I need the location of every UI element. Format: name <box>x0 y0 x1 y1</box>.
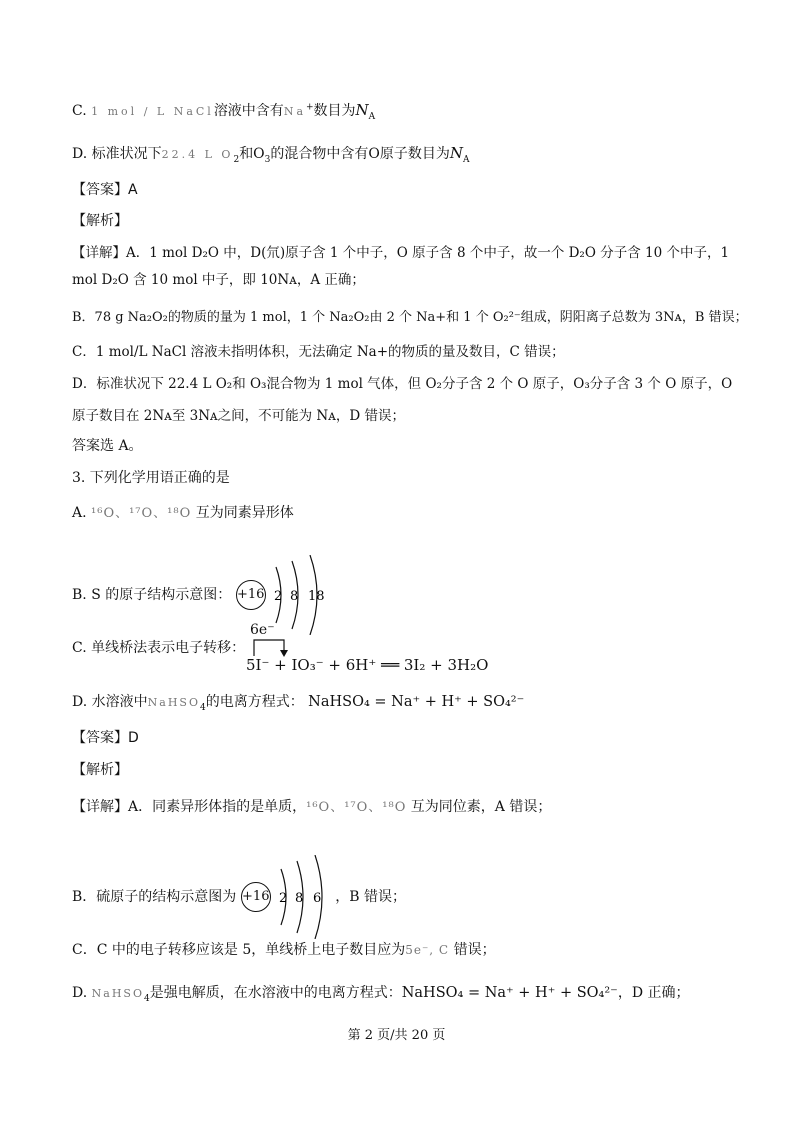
answer-label: 【答案】A <box>72 182 138 198</box>
shell-1: 2 <box>274 589 283 604</box>
formula-image: 22.4 L O <box>161 148 234 161</box>
redox-equation: 5I⁻ + IO₃⁻ + 6H⁺ ══ 3I₂ + 3H₂O <box>246 656 489 674</box>
choose-answer: 答案选 A。 <box>72 438 143 454</box>
q3-option-d: D. 水溶液中NaHSO$_4$的电离方程式： NaHSO₄ = Na⁺ + H⁺ + SO₄²⁻ <box>72 694 525 713</box>
detail-c-line: C．1 mol/L NaCl 溶液未指明体积，无法确定 Na+的物质的量及数目，C 错误； <box>72 344 565 360</box>
analysis-label: 【解析】 <box>72 213 128 229</box>
nucleus-circle: +16 <box>241 882 271 912</box>
q3-option-b: B. S 的原子结构示意图： +16 2 8 18 <box>72 555 338 635</box>
shell-2: 8 <box>295 891 304 906</box>
shell-2: 8 <box>290 589 299 604</box>
detail-b-line: B．78 g Na₂O₂的物质的量为 1 mol，1 个 Na₂O₂由 2 个 Na+和 1 个 O₂²⁻组成，阴阳离子总数为 3Nᴀ，B 错误； <box>72 310 748 325</box>
avogadro-symbol: N <box>355 101 369 119</box>
shell-1: 2 <box>279 891 288 906</box>
shell-3: 6 <box>313 891 322 906</box>
option-d-line: D. 标准状况下22.4 L $O_2$和$O_3$的混合物中含有O原子数目为$N_A$ <box>72 144 470 165</box>
detail-a-line-2: mol D₂O 含 10 mol 中子，即 10Nᴀ，A 正确； <box>72 272 365 288</box>
detail2-b-line: B．硫原子的结构示意图为 +16 2 8 6 ，B 错误； <box>72 855 406 939</box>
electron-shells-diagram <box>268 555 338 635</box>
analysis2-label: 【解析】 <box>72 762 128 778</box>
q3-option-c: C. 单线桥法表示电子转移： <box>72 640 246 656</box>
electron-count-label: 6e⁻ <box>250 622 275 638</box>
formula-image: Na <box>283 105 306 118</box>
option-c-line: C. 1 mol / L NaCl溶液中含有Na+数目为$N_A$ <box>72 101 376 122</box>
option-label: C. <box>72 103 92 119</box>
isotopes-image: ¹⁶O、¹⁷O、¹⁸O <box>91 506 192 521</box>
page-footer: 第 2 页/共 20 页 <box>347 1028 446 1043</box>
question-3-stem: 3. 下列化学用语正确的是 <box>72 470 230 486</box>
formula-image: 1 mol / L NaCl <box>91 105 214 118</box>
answer2-label: 【答案】D <box>72 730 139 746</box>
detail2-d-line: D. NaHSO$_4$是强电解质，在水溶液中的电离方程式：NaHSO₄ = Na⁺ + H⁺ + SO₄²⁻，D 正确； <box>72 985 690 1004</box>
ionization-equation: NaHSO₄ = Na⁺ + H⁺ + SO₄²⁻ <box>308 694 525 710</box>
detail2-a-line: 【详解】A．同素异形体指的是单质，¹⁶O、¹⁷O、¹⁸O 互为同位素，A 错误； <box>72 799 552 815</box>
single-bridge-arrow <box>250 636 290 658</box>
q3-option-a: A. ¹⁶O、¹⁷O、¹⁸O 互为同素异形体 <box>72 505 294 521</box>
detail-d-line-1: D．标准状况下 22.4 L O₂和 O₃混合物为 1 mol 气体，但 O₂分子含 2 个 O 原子，O₃分子含 3 个 O 原子，O <box>72 376 733 392</box>
detail2-c-line: C．C 中的电子转移应该是 5，单线桥上电子数目应为5e⁻, C 错误； <box>72 942 496 958</box>
shell-3: 18 <box>308 589 325 604</box>
detail-a-line-1: 【详解】A．1 mol D₂O 中，D(氘)原子含 1 个中子，O 原子含 8 个中子，故一个 D₂O 分子含 10 个中子，1 <box>72 245 730 261</box>
sulfur-shells-diagram <box>273 855 335 939</box>
detail-d-line-2: 原子数目在 2Nᴀ至 3Nᴀ之间，不可能为 Nᴀ，D 错误； <box>72 408 405 424</box>
nucleus-circle: +16 <box>236 580 266 610</box>
